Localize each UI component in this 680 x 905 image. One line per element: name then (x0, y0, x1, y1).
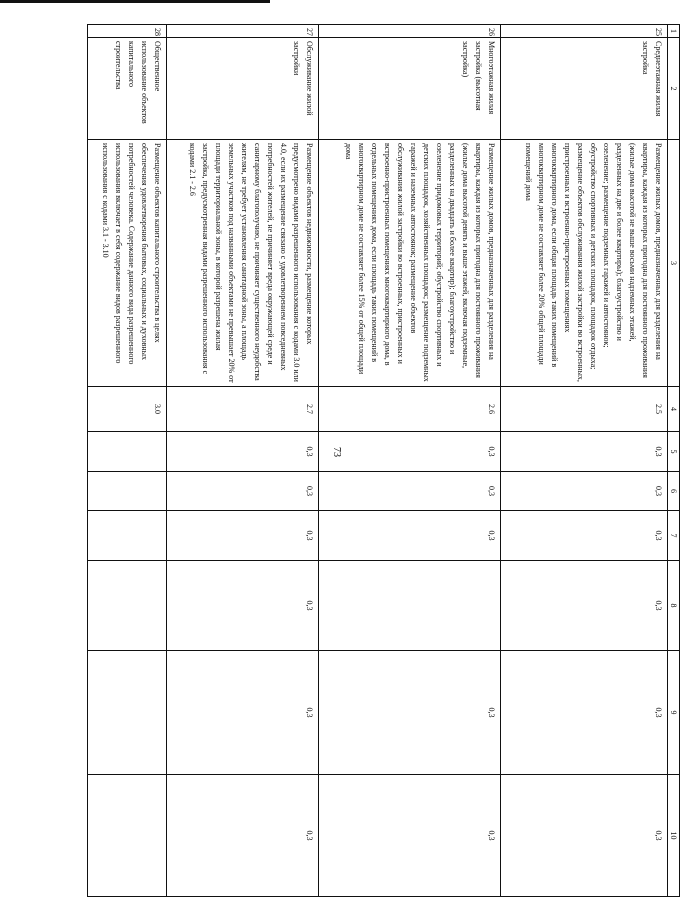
table-row (319, 25, 501, 897)
use-code: 2.6 (319, 387, 501, 432)
col-header-1: 1 (668, 25, 680, 38)
value-col-9: 0,3 (167, 651, 319, 775)
row-number: 26 (319, 25, 501, 38)
col-header-10: 10 (668, 775, 680, 897)
col-header-3: 3 (668, 140, 680, 387)
value-col-10: 0,3 (167, 775, 319, 897)
use-code: 2.7 (167, 387, 319, 432)
col-header-4: 4 (668, 387, 680, 432)
col-header-5: 5 (668, 432, 680, 472)
table-row (167, 25, 319, 897)
use-name: Общественное использование объектов капитального строительства (88, 38, 167, 140)
row-number: 27 (167, 25, 319, 38)
table-row (88, 25, 167, 897)
value-col-7: 0,3 (501, 511, 668, 561)
value-col-6: 0,3 (501, 472, 668, 511)
use-description: Размещение жилых домов, предназначенных для разделения на квартиры, каждая из которых пригодна для постоянного проживания (жилые дома высотой не выше восьми надземных этажей, разделенных на две и более квартиры); благоустройство и озеленение; размещение подземных гаражей и автостоянок; обустройство спортивных и детских площадок, площадок отдыха; размещение объектов обслуживания жилой застройки во встроенных, пристроенных и встроенно-пристроенных помещениях многоквартирного дома, если общая площадь таких помещений в многоквартирном доме не составляет более 20% общей площади помещений дома (501, 140, 668, 387)
use-description: Размещение объектов капитального строительства в целях обеспечения удовлетворения бытовых, социальных и духовных потребностей человека. Содержание данного вида разрешенного использования включает в себя содержание видов разрешенного использования с кодами 3.1 - 3.10 (88, 140, 167, 387)
use-code: 2.5 (501, 387, 668, 432)
use-code: 3.0 (88, 387, 167, 432)
col-header-7: 7 (668, 511, 680, 561)
col-header-2: 2 (668, 38, 680, 140)
use-name: Многоэтажная жилая застройка (высотная застройка) (319, 38, 501, 140)
value-col-9 (88, 651, 167, 775)
value-col-7 (88, 511, 167, 561)
land-use-table (87, 24, 680, 897)
column-numbers-row (668, 25, 680, 897)
value-col-10 (88, 775, 167, 897)
use-description: Размещение жилых домов, предназначенных для разделения на квартиры, каждая из которых пригодна для постоянного проживания (жилые дома высотой девять и выше этажей, включая подземные, разделенных на двадцать и более квартир); благоустройство и озеленение придомовых территорий; обустройство спортивных и детских площадок, хозяйственных площадок; размещение подземных гаражей и наземных автостоянок; размещение объектов обслуживания жилой застройки во встроенных, пристроенных и встроенно-пристроенных помещениях многоквартирного дома, в отдельных помещениях дома, если площадь таких помещений в многоквартирном доме не составляет более 15% от общей площади дома (319, 140, 501, 387)
value-col-5: 0,3 (501, 432, 668, 472)
value-col-8 (88, 561, 167, 651)
col-header-8: 8 (668, 561, 680, 651)
value-col-6: 0,3 (319, 472, 501, 511)
value-col-5: 0,3 (167, 432, 319, 472)
value-col-10: 0,3 (319, 775, 501, 897)
rotated-table-container (87, 24, 680, 896)
use-name: Обслуживание жилой застройки (167, 38, 319, 140)
row-number: 25 (501, 25, 668, 38)
value-col-8: 0,3 (167, 561, 319, 651)
value-col-5: 0,3 (319, 432, 501, 472)
value-col-10: 0,3 (501, 775, 668, 897)
col-header-9: 9 (668, 651, 680, 775)
value-col-6 (88, 472, 167, 511)
value-col-6: 0,3 (167, 472, 319, 511)
value-col-5 (88, 432, 167, 472)
value-col-7: 0,3 (167, 511, 319, 561)
col-header-6: 6 (668, 472, 680, 511)
value-col-9: 0,3 (319, 651, 501, 775)
page-number: 73 (331, 447, 342, 457)
use-description: Размещение объектов недвижимости, размещение которых предусмотрено видами разрешенного использования с кодами 3.0 или 4.0, если их размещение связано с удовлетворением повседневных потребностей жителей, не причиняет вреда окружающей среде и санитарному благополучию, не причиняет существенного неудобства жителям, не требует установления санитарной зоны, а площадь земельных участков под названными объектами не превышает 20% от площади территориальной зоны, в которой разрешена жилая застройка, предусмотренная видами разрешенного использования с кодами 2.1 - 2.6 (167, 140, 319, 387)
table-row (501, 25, 668, 897)
value-col-7: 0,3 (319, 511, 501, 561)
value-col-8: 0,3 (501, 561, 668, 651)
use-name: Среднеэтажная жилая застройка (501, 38, 668, 140)
value-col-8 (319, 561, 501, 651)
row-number: 28 (88, 25, 167, 38)
value-col-9: 0,3 (501, 651, 668, 775)
top-rule (0, 0, 270, 3)
